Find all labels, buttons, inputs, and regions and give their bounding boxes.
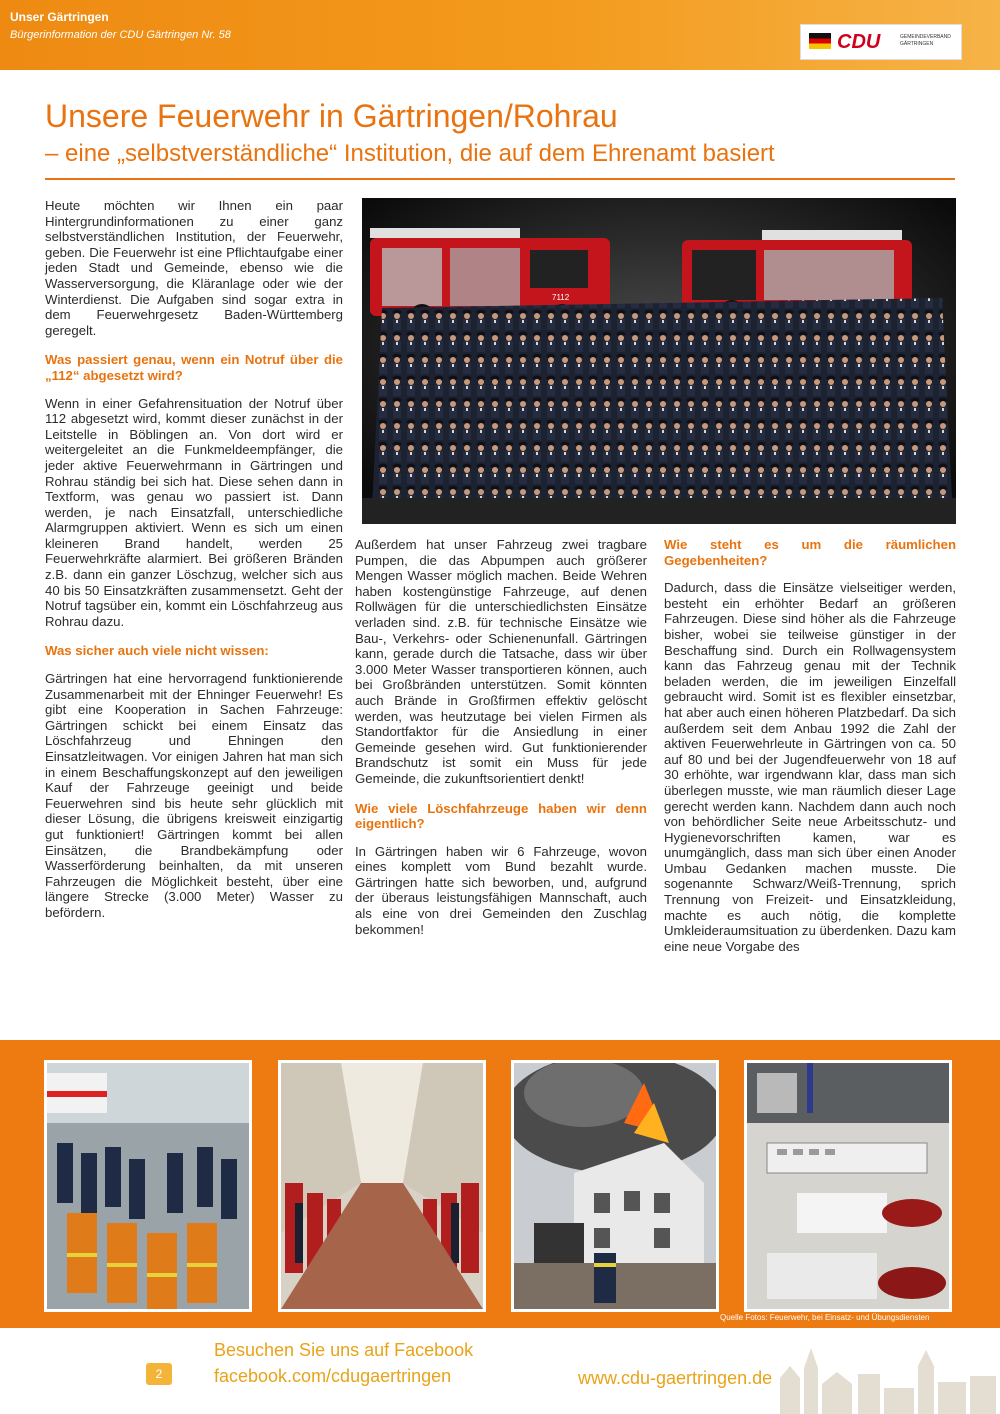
paragraph: Heute möchten wir Ihnen ein paar Hintergrundinformationen zu einer ganz selbstverständlichen Institution, der Feuerwehr, geben. Die Feuerwehr ist eine Pflichtaufgabe einer jeden Stadt und Gemeinde, ebenso wie die Wasserversorgung, die Kläranlage oder wie der Winterdienst. Die Aufgaben sind sogar extra in dem Feuerwehrgesetz Baden-Württemberg geregelt. (45, 198, 343, 338)
website-link[interactable]: www.cdu-gaertringen.de (578, 1368, 773, 1388)
photo-training-exercise (44, 1060, 252, 1312)
section-heading: Wie steht es um die räumlichen Gegebenheiten? (664, 537, 956, 568)
article-title: Unsere Feuerwehr in Gärtringen/Rohrau (45, 98, 618, 134)
section-heading: Was sicher auch viele nicht wissen: (45, 643, 269, 659)
photo-locker-room (278, 1060, 486, 1312)
fire-brigade-group-photo (362, 198, 956, 524)
logo-text: CDU (837, 31, 881, 53)
photo-control-room (744, 1060, 952, 1312)
article-subtitle: – eine „selbstverständliche“ Institution, die auf dem Ehrenamt basiert (45, 140, 775, 167)
paragraph: Wenn in einer Gefahrensituation der Notruf über 112 abgesetzt wird, kommt dieser zunächst in der Leitstelle in Böblingen an. Von dort wird er weitergeleitet an die Funkmeldeempfänger, die jeder aktive Feuerwehrmann in Gärtringen und Rohrau ständig bei sich hat. Diese sehen dann in Textform, was genau wo passiert ist. Dann werden, je nach Einsatzfall, unterschiedliche Alarmgruppen aktiviert. Wenn es sich um einen kleineren Brand handelt, werden 25 Feuerwehrkräfte alarmiert. Bei größeren Bränden z.B. dann ein ganzer Löschzug, welcher sich aus 40 bis 50 Einsatzkräften zusammensetzt. Geht der Notruf tagsüber ein, kommt ein Löschfahrzeug aus Rohrau dazu. (45, 395, 343, 629)
paragraph: Dadurch, dass die Einsätze vielseitiger werden, besteht ein erhöhter Bedarf an größeren Fahrzeugen. Diese sind höher als die Fahrzeuge bisher, wobei sie teilweise günstiger in der Beschaffung sind. Durch ein Rollwagensystem kann das Fahrzeug genau mit der Technik beladen werden, die im jeweiligen Einzelfall gebraucht wird. Somit ist es flexibler einsetzbar, hat aber auch einen höheren Platzbedarf. Da sich außerdem seit dem Anbau 1992 die Zahl der aktiven Feuerwehrleute in Gärtringen von ca. 50 auf 80 und bei der Jugendfeuerwehr von 18 auf 30 erhöhte, war irgendwann klar, dass man sich überlegen musste, wie man räumlich dieser Lage gerecht werden kann. Nachdem dann auch noch von behördlicher Seite neue Arbeitsschutz- und Hygienevorschriften kamen, war es unumgänglich, dass man sich über einen Anoder Umbau Gedanken machen musste. Die sogenannte Schwarz/Weiß-Trennung, sprich Trennung von Freizeit- und Einsatzkleidung, machte es auch nötig, die komplette Umkleideraumsituation zu überdenken. Dazu kam eine neue Vorgabe des (664, 580, 956, 954)
photo-credit: Quelle Fotos: Feuerwehr, bei Einsatz- und Übungsdiensten (720, 1313, 930, 1322)
text-column-3 (664, 537, 956, 968)
facebook-cta: Besuchen Sie uns auf Facebook (214, 1340, 474, 1360)
cdu-logo (800, 24, 962, 60)
header-band (0, 0, 1000, 70)
flag-icon (809, 33, 831, 49)
truck-plate: 7112 (552, 293, 570, 302)
section-heading: Was passiert genau, wenn ein Notruf über die „112“ abgesetzt wird? (45, 352, 343, 383)
logo-subtext: GEMEINDEVERBAND GÄRTRINGEN (900, 34, 951, 47)
text-column-1 (45, 198, 343, 935)
paragraph: In Gärtringen haben wir 6 Fahrzeuge, wovon eines komplett vom Bund bezahlt wurde. Gärtringen hatte sich beworben, und, aufgrund der überaus leistungsfähigen Mannschaft, auch als eine von drei Gemeinden den Zuschlag bekommen! (355, 843, 647, 937)
publication-title: Unser Gärtringen (10, 10, 109, 24)
text-column-2 (355, 537, 647, 951)
section-heading: Wie viele Löschfahrzeuge haben wir denn eigentlich? (355, 800, 647, 832)
page-number: 2 (146, 1363, 172, 1385)
title-divider (45, 178, 955, 180)
publication-subtitle: Bürgerinformation der CDU Gärtringen Nr. 58 (10, 29, 231, 41)
facebook-link[interactable]: facebook.com/cdugaertringen (214, 1366, 452, 1386)
paragraph: Gärtringen hat eine hervorragend funktionierende Zusammenarbeit mit der Ehninger Feuerwehr! Es gibt eine Kooperation in Sachen Fahrzeuge: Gärtringen schickt bei einem Einsatz das Löschfahrzeug und Ehningen den Einsatzleitwagen. Vor einigen Jahren hat man sich in einem Beschaffungskonzept auf den jeweiligen Kauf der Fahrzeuge geeinigt und beide Feuerwehren sind bis heute sehr glücklich mit dieser Lösung, die übrigens kreisweit einzigartig gut funktioniert! Gärtringen kommt bei allen Einsätzen, die Brandbekämpfung oder Wasserförderung beinhalten, da mit unseren Fahrzeugen die Möglichkeit besteht, über eine längere Strecke (3.000 Meter) Wasser zu befördern. (45, 671, 343, 920)
photo-house-fire (511, 1060, 719, 1312)
paragraph: Außerdem hat unser Fahrzeug zwei tragbare Pumpen, die das Abpumpen auch größerer Mengen Wasser möglich machen. Beide Wehren haben kostengünstige Fahrzeuge, auf denen Rollwägen für die unterschiedlichsten Einsätze verladen sind. z.B. für technische Einsätze wie Bau-, Verkehrs- oder Schienenunfall. Gärtringen kann, gerade durch die Tatsache, dass wir über 3.000 Meter Wasser transportieren können, auch bei Großbränden unterstützen. Somit könnten auch Brände in Großfirmen effektiv gelöscht werden, was heutzutage bei vielen Firmen als Standortfaktor für die Ansiedlung in einer Gemeinde gesehen wird. Gut funktionierender Brandschutz ist somit ein Muss für jede Gemeinde, die zukunftsorientiert denkt! (355, 537, 647, 786)
town-skyline-icon (770, 1338, 1000, 1414)
